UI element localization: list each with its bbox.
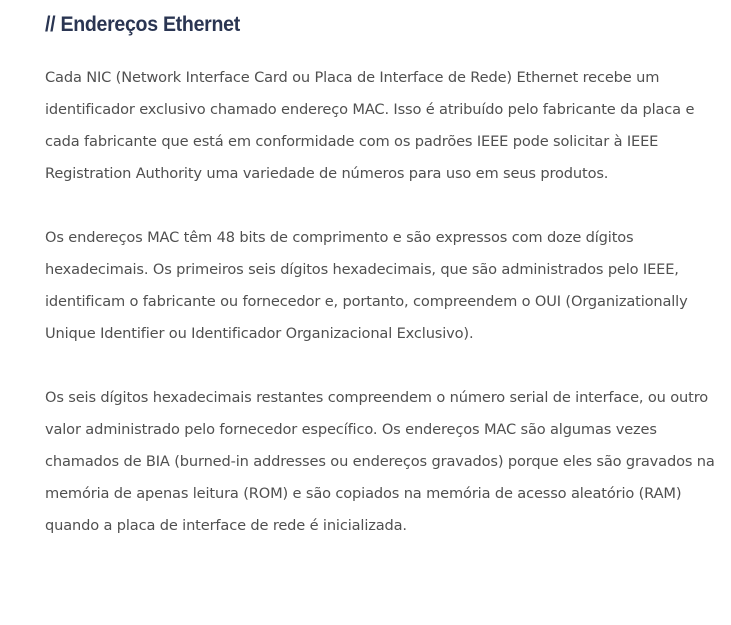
section-heading: // Endereços Ethernet <box>45 13 240 36</box>
paragraph-nic-mac: Cada NIC (Network Interface Card ou Placa de Interface de Rede) Ethernet recebe um identificador exclusivo chamado endereço MAC. Isso é atribuído pelo fabricante da placa e cada fabricante que está em conformidade com os padrões IEEE pode solicitar à IEEE Registration Authority uma variedade de números para uso em seus produtos. <box>45 69 695 182</box>
paragraph-serial-bia: Os seis dígitos hexadecimais restantes compreendem o número serial de interface, ou outro valor administrado pelo fornecedor específico. Os endereços MAC são algumas vezes chamados de BIA (burned-in addresses ou endereços gravados) porque eles são gravados na memória de apenas leitura (ROM) e são copiados na memória de acesso aleatório (RAM) quando a placa de interface de rede é inicializada. <box>45 389 715 534</box>
article <box>45 0 715 542</box>
paragraph-mac-format: Os endereços MAC têm 48 bits de comprimento e são expressos com doze dígitos hexadecimais. Os primeiros seis dígitos hexadecimais, que são administrados pelo IEEE, identificam o fabricante ou fornecedor e, portanto, compreendem o OUI (Organizationally Unique Identifier ou Identificador Organizacional Exclusivo). <box>45 229 688 342</box>
